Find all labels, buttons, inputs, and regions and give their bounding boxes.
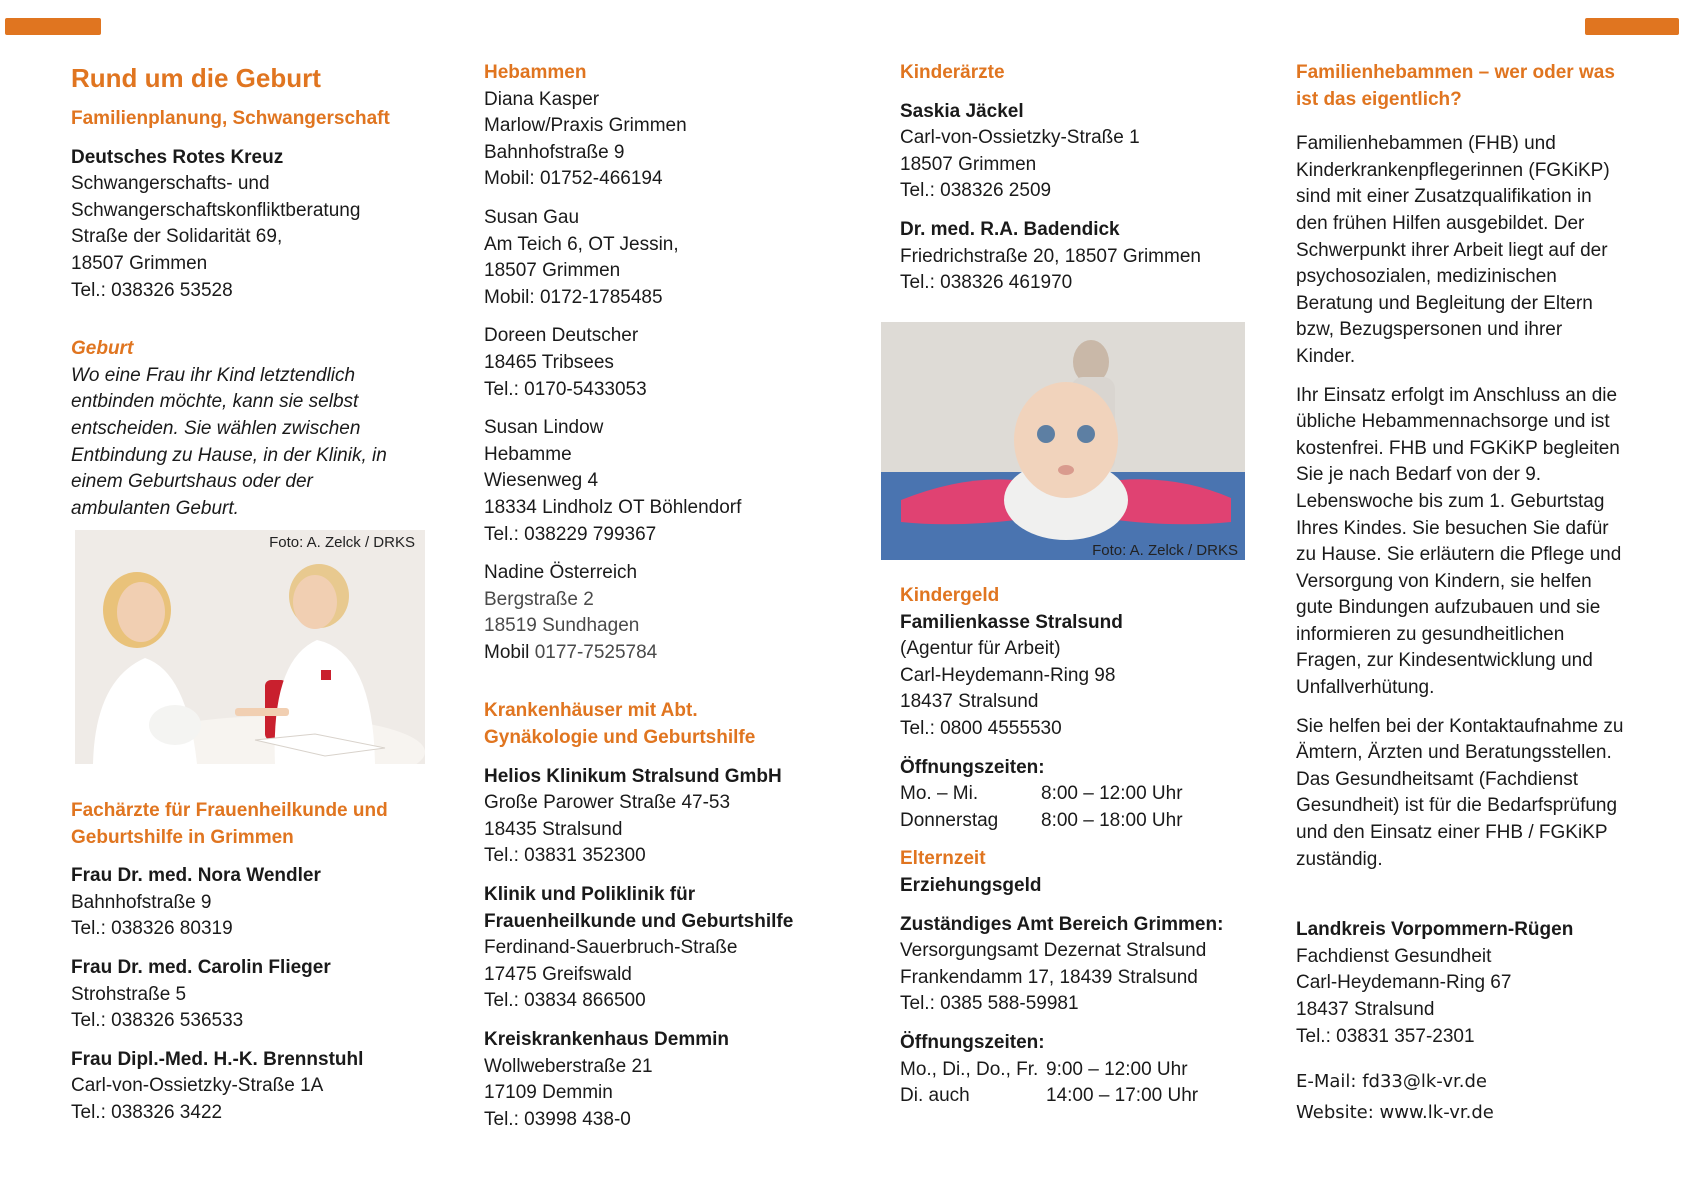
drk-line: Schwangerschaftskonfliktberatung bbox=[71, 199, 361, 221]
family-midwives-paragraph: Sie helfen bei der Kontaktaufnahme zu Ämtern, Ärzten und Beratungsstellen. Das Gesundheitsamt (Fachdienst Gesundheit) ist für die Bedarfsprüfung und den Einsatz einer FHB / FGKiKP zuständig. bbox=[1296, 715, 1624, 870]
opening-hours-heading: Öffnungszeiten: bbox=[900, 1031, 1045, 1053]
midwife-city: 18519 Sundhagen bbox=[484, 615, 640, 637]
pediatrician-line: Tel.: 038326 2509 bbox=[900, 180, 1052, 202]
office-line: Tel.: 0385 588-59981 bbox=[900, 993, 1079, 1015]
kindergeld-line: Carl-Heydemann-Ring 98 bbox=[900, 664, 1116, 686]
hospital-line: 17109 Demmin bbox=[484, 1082, 613, 1104]
column-pediatricians bbox=[900, 60, 1260, 309]
doctor-street: Bahnhofstraße 9 bbox=[71, 891, 212, 913]
doctor-tel: Tel.: 038326 536533 bbox=[71, 1010, 244, 1032]
kindergeld-hours bbox=[900, 755, 1260, 835]
pediatrician-name: Saskia Jäckel bbox=[900, 100, 1024, 122]
hospital-name: Frauenheilkunde und Geburtshilfe bbox=[484, 910, 794, 932]
elternzeit-office bbox=[900, 912, 1260, 1018]
pediatrician-line: Carl-von-Ossietzky-Straße 1 bbox=[900, 127, 1140, 149]
hours-row bbox=[900, 1083, 1260, 1110]
section-heading-birth: Geburt bbox=[71, 338, 134, 360]
hospital-entry bbox=[484, 764, 844, 870]
midwife-entry bbox=[484, 415, 844, 548]
hours-row bbox=[900, 1057, 1260, 1084]
hospital-line: Ferdinand-Sauerbruch-Straße bbox=[484, 937, 738, 959]
hours-day: Mo., Di., Do., Fr. bbox=[900, 1058, 1039, 1080]
drk-line: Tel.: 038326 53528 bbox=[71, 279, 233, 301]
elternzeit-sub: Erziehungsgeld bbox=[900, 874, 1042, 896]
column-birth bbox=[71, 60, 431, 534]
kindergeld-line: 18437 Stralsund bbox=[900, 691, 1039, 713]
midwife-line: Mobil: 01752-466194 bbox=[484, 168, 663, 190]
midwife-line: Wiesenweg 4 bbox=[484, 470, 599, 492]
photo-midwife-illustration bbox=[75, 530, 425, 764]
hospital-line: 18435 Stralsund bbox=[484, 818, 623, 840]
office-heading: Zuständiges Amt Bereich Grimmen: bbox=[900, 913, 1224, 935]
gynecologists-section bbox=[71, 798, 451, 1139]
doctor-name: Frau Dr. med. Nora Wendler bbox=[71, 865, 321, 887]
photo-baby bbox=[881, 322, 1245, 560]
landkreis-line: 18437 Stralsund bbox=[1296, 999, 1435, 1020]
drk-line: 18507 Grimmen bbox=[71, 252, 208, 274]
pediatrician-line: 18507 Grimmen bbox=[900, 153, 1037, 175]
page-title: Rund um die Geburt bbox=[71, 63, 321, 93]
drk-line: Schwangerschafts- und bbox=[71, 173, 270, 195]
pediatrician-entry bbox=[900, 217, 1260, 297]
photo-baby-illustration bbox=[881, 322, 1245, 560]
midwife-name: Susan Gau bbox=[484, 206, 580, 228]
doctor-entry bbox=[71, 1047, 451, 1127]
midwife-name: Nadine Österreich bbox=[484, 562, 638, 584]
birth-text-line: ambulanten Geburt. bbox=[71, 497, 239, 519]
midwife-entry bbox=[484, 205, 844, 311]
family-midwives-paragraph: Familienhebammen (FHB) und Kinderkrankenpflegerinnen (FGKiKP) sind mit einer Zusatzqualifikation in den frühen Hilfen ausgebildet. Der Schwerpunkt ihrer Arbeit liegt auf der psychosozialen, medizinischen Beratung und Begleitung der Eltern bzw, Bezugspersonen und ihrer Kinder. bbox=[1296, 133, 1610, 367]
hours-time: 8:00 – 18:00 Uhr bbox=[1041, 809, 1183, 831]
midwife-line: Hebamme bbox=[484, 443, 572, 465]
opening-hours-heading: Öffnungszeiten: bbox=[900, 756, 1045, 778]
photo-caption: Foto: A. Zelck / DRKS bbox=[269, 534, 415, 551]
kindergeld-line: (Agentur für Arbeit) bbox=[900, 638, 1061, 660]
midwife-name: Susan Lindow bbox=[484, 417, 604, 439]
doctor-name: Frau Dr. med. Carolin Flieger bbox=[71, 956, 331, 978]
corner-accent-right bbox=[1585, 18, 1679, 35]
photo-midwife-consultation bbox=[75, 530, 425, 764]
midwife-name: Doreen Deutscher bbox=[484, 325, 639, 347]
birth-text-line: Wo eine Frau ihr Kind letztendlich bbox=[71, 364, 356, 386]
section-heading-family-midwives: Familienhebammen – wer oder was ist das eigentlich? bbox=[1296, 62, 1615, 110]
pediatrician-entry bbox=[900, 99, 1260, 205]
hospital-line: Wollweberstraße 21 bbox=[484, 1055, 653, 1077]
drk-name: Deutsches Rotes Kreuz bbox=[71, 146, 284, 168]
section-heading-pediatricians: Kinderärzte bbox=[900, 62, 1005, 83]
drk-contact bbox=[71, 145, 431, 305]
midwife-mobil-label: Mobil bbox=[484, 641, 530, 663]
midwife-line: 18334 Lindholz OT Böhlendorf bbox=[484, 496, 742, 518]
birth-info bbox=[71, 336, 431, 522]
pediatrician-line: Friedrichstraße 20, 18507 Grimmen bbox=[900, 245, 1201, 267]
hospital-name: Kreiskrankenhaus Demmin bbox=[484, 1029, 729, 1050]
doctor-street: Carl-von-Ossietzky-Straße 1A bbox=[71, 1075, 324, 1097]
hospital-name: Helios Klinikum Stralsund GmbH bbox=[484, 765, 782, 787]
landkreis-line: Tel.: 03831 357-2301 bbox=[1296, 1025, 1475, 1047]
hours-row bbox=[900, 781, 1260, 808]
kindergeld-office-name: Familienkasse Stralsund bbox=[900, 611, 1123, 633]
hours-day: Donnerstag bbox=[900, 809, 999, 831]
midwife-street: Bergstraße 2 bbox=[484, 588, 594, 610]
child-benefit-section bbox=[900, 583, 1260, 1122]
column-midwives bbox=[484, 60, 844, 1145]
doctor-name: Frau Dipl.-Med. H.-K. Brennstuhl bbox=[71, 1048, 364, 1070]
section-heading-family-planning: Familienplanung, Schwangerschaft bbox=[71, 108, 390, 129]
midwife-entry bbox=[484, 323, 844, 403]
landkreis-line: Fachdienst Gesundheit bbox=[1296, 945, 1492, 967]
elternzeit-hours bbox=[900, 1030, 1260, 1110]
website-link[interactable]: Website: www.lk-vr.de bbox=[1296, 1102, 1494, 1124]
hospital-entry bbox=[484, 882, 844, 1015]
midwife-line: 18465 Tribsees bbox=[484, 351, 614, 373]
birth-text-line: Entbindung zu Hause, in der Klinik, in bbox=[71, 444, 387, 466]
midwife-line: Tel.: 038229 799367 bbox=[484, 523, 657, 545]
doctor-tel: Tel.: 038326 3422 bbox=[71, 1101, 223, 1123]
landkreis-contact bbox=[1296, 917, 1666, 1050]
doctor-entry bbox=[71, 955, 451, 1035]
section-heading-midwives: Hebammen bbox=[484, 62, 587, 83]
doctor-street: Strohstraße 5 bbox=[71, 983, 187, 1005]
email-link[interactable]: E-Mail: fd33@lk-vr.de bbox=[1296, 1071, 1487, 1093]
section-heading-gynecologists: Fachärzte für Frauenheilkunde und Geburtshilfe in Grimmen bbox=[71, 800, 388, 848]
midwife-line: 18507 Grimmen bbox=[484, 260, 621, 282]
doctor-entry bbox=[71, 863, 451, 943]
midwife-line: Marlow/Praxis Grimmen bbox=[484, 115, 687, 137]
midwife-line: Bahnhofstraße 9 bbox=[484, 141, 625, 163]
office-line: Frankendamm 17, 18439 Stralsund bbox=[900, 966, 1198, 988]
birth-text-line: entbinden möchte, kann sie selbst bbox=[71, 391, 359, 413]
kindergeld-line: Tel.: 0800 4555530 bbox=[900, 717, 1062, 739]
hospital-name: Klinik und Poliklinik für bbox=[484, 884, 696, 906]
birth-text-line: entscheiden. Sie wählen zwischen bbox=[71, 417, 361, 439]
family-midwives-paragraph: Ihr Einsatz erfolgt im Anschluss an die übliche Hebammennachsorge und ist kostenfrei. FHB und FGKiKP begleiten Sie je nach Bedarf von der 9. Lebenswoche bis zum 1. Geburtstag Ihres Kindes. Sie besuchen Sie dafür zu Hause. Sie erläutern die Pflege und Versorgung von Kindern, sie helfen gute Bindungen aufzubauen und sie informieren zu gesundheitlichen Fragen, zur Kindesentwicklung und Unfallverhütung. bbox=[1296, 384, 1622, 699]
midwife-line: Tel.: 0170-5433053 bbox=[484, 378, 647, 400]
corner-accent-left bbox=[5, 18, 101, 35]
hospital-line: Tel.: 03834 866500 bbox=[484, 990, 646, 1012]
photo-caption: Foto: A. Zelck / DRKS bbox=[1092, 542, 1238, 559]
hospital-entry bbox=[484, 1027, 844, 1133]
column-family-midwives bbox=[1296, 60, 1666, 1140]
pediatrician-name: Dr. med. R.A. Badendick bbox=[900, 218, 1120, 240]
pediatrician-line: Tel.: 038326 461970 bbox=[900, 272, 1073, 294]
hours-row bbox=[900, 808, 1260, 835]
landkreis-online bbox=[1296, 1066, 1666, 1128]
landkreis-name: Landkreis Vorpommern-Rügen bbox=[1296, 919, 1574, 941]
section-heading-kindergeld: Kindergeld bbox=[900, 585, 1000, 606]
midwife-line: Mobil: 0172-1785485 bbox=[484, 286, 663, 308]
hospital-line: Tel.: 03998 438-0 bbox=[484, 1108, 631, 1130]
midwife-entry bbox=[484, 560, 844, 666]
midwife-entry bbox=[484, 87, 844, 193]
kindergeld-block bbox=[900, 583, 1260, 743]
doctor-tel: Tel.: 038326 80319 bbox=[71, 918, 233, 940]
section-heading-elternzeit: Elternzeit bbox=[900, 848, 986, 870]
section-heading-hospitals: Krankenhäuser mit Abt. Gynäkologie und Geburtshilfe bbox=[484, 700, 756, 749]
hospital-line: Tel.: 03831 352300 bbox=[484, 845, 646, 867]
elternzeit-block bbox=[900, 846, 1260, 899]
hospital-line: 17475 Greifswald bbox=[484, 963, 632, 985]
hours-day: Mo. – Mi. bbox=[900, 783, 979, 805]
birth-text-line: einem Geburtshaus oder der bbox=[71, 471, 313, 493]
hours-time: 8:00 – 12:00 Uhr bbox=[1041, 783, 1183, 805]
drk-line: Straße der Solidarität 69, bbox=[71, 226, 283, 248]
hours-time: 9:00 – 12:00 Uhr bbox=[1046, 1058, 1188, 1080]
hours-time: 14:00 – 17:00 Uhr bbox=[1046, 1085, 1199, 1107]
office-line: Versorgungsamt Dezernat Stralsund bbox=[900, 940, 1207, 962]
midwife-line: Am Teich 6, OT Jessin, bbox=[484, 233, 679, 255]
landkreis-line: Carl-Heydemann-Ring 67 bbox=[1296, 972, 1512, 994]
hours-day: Di. auch bbox=[900, 1085, 970, 1107]
midwife-name: Diana Kasper bbox=[484, 88, 600, 110]
midwife-mobil-value: 0177-7525784 bbox=[534, 641, 658, 663]
hospital-line: Große Parower Straße 47-53 bbox=[484, 792, 731, 814]
